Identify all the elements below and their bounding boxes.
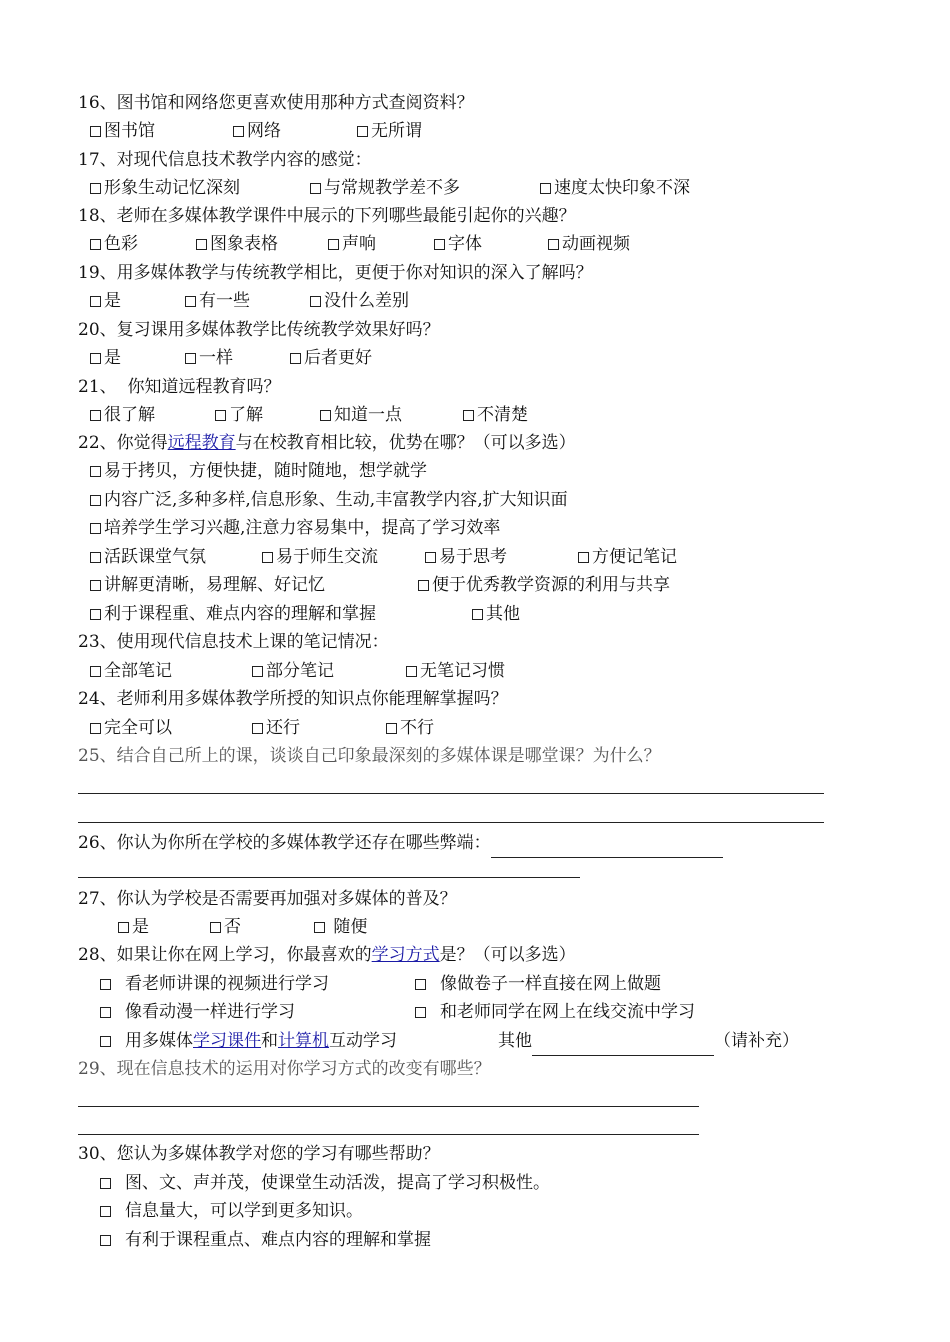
question-29: 29、现在信息技术的运用对你学习方式的改变有哪些？ [78, 1059, 491, 1079]
checkbox-icon[interactable] [100, 1206, 111, 1217]
question-19: 19、用多媒体教学与传统教学相比，更便于你对知识的深入了解吗？ [78, 263, 593, 283]
option-online-exercises[interactable]: 像做卷子一样直接在网上做题 [415, 973, 661, 995]
checkbox-icon[interactable] [310, 183, 321, 194]
checkbox-icon[interactable] [357, 126, 368, 137]
option-no-difference[interactable]: 没什么差别 [310, 290, 409, 312]
option-somewhat[interactable]: 有一些 [185, 290, 250, 312]
checkbox-icon[interactable] [90, 466, 101, 477]
option-no-notes[interactable]: 无笔记习惯 [406, 660, 505, 682]
option-thinking[interactable]: 易于思考 [425, 546, 507, 568]
question-27: 27、你认为学校是否需要再加强对多媒体的普及？ [78, 889, 457, 909]
option-lively-class[interactable]: 活跃课堂气氛 [90, 546, 206, 568]
option-clearer[interactable]: 讲解更清晰，易理解、好记忆 [90, 574, 325, 596]
checkbox-icon[interactable] [578, 552, 589, 563]
checkbox-icon[interactable] [540, 183, 551, 194]
answer-line-29-1[interactable] [78, 1106, 699, 1107]
checkbox-icon[interactable] [328, 239, 339, 250]
link-learning-method[interactable]: 学习方式 [371, 945, 440, 965]
option-same[interactable]: 一样 [185, 347, 233, 369]
checkbox-icon[interactable] [100, 1235, 111, 1246]
option-graphics[interactable]: 图象表格 [196, 233, 278, 255]
checkbox-icon[interactable] [90, 495, 101, 506]
checkbox-icon[interactable] [314, 922, 325, 933]
option-fully[interactable]: 完全可以 [90, 717, 172, 739]
link-courseware[interactable]: 学习课件 [193, 1031, 261, 1051]
option-animation[interactable]: 像看动漫一样进行学习 [100, 1001, 295, 1023]
checkbox-icon[interactable] [434, 239, 445, 250]
answer-line-25-1[interactable] [78, 793, 824, 794]
option-notes[interactable]: 方便记笔记 [578, 546, 677, 568]
checkbox-icon[interactable] [185, 296, 196, 307]
other-blank[interactable] [532, 1033, 714, 1056]
answer-blank-26[interactable] [491, 835, 723, 858]
option-library[interactable]: 图书馆 [90, 120, 155, 142]
option-no[interactable]: 不行 [386, 717, 434, 739]
option-color[interactable]: 色彩 [90, 233, 138, 255]
option-no[interactable]: 否 [210, 916, 241, 938]
checkbox-icon[interactable] [185, 353, 196, 364]
option-animation[interactable]: 动画视频 [548, 233, 630, 255]
option-communication[interactable]: 易于师生交流 [262, 546, 378, 568]
checkbox-icon[interactable] [252, 723, 263, 734]
checkbox-icon[interactable] [90, 580, 101, 591]
option-whatever[interactable]: 随便 [314, 916, 367, 938]
question-30: 30、您认为多媒体教学对您的学习有哪些帮助？ [78, 1144, 440, 1164]
checkbox-icon[interactable] [90, 552, 101, 563]
checkbox-icon[interactable] [90, 410, 101, 421]
checkbox-icon[interactable] [90, 183, 101, 194]
checkbox-icon[interactable] [320, 410, 331, 421]
option-network[interactable]: 网络 [233, 120, 281, 142]
option-yes[interactable]: 是 [118, 916, 149, 938]
checkbox-icon[interactable] [252, 666, 263, 677]
checkbox-icon[interactable] [310, 296, 321, 307]
option-online-discussion[interactable]: 和老师同学在网上在线交流中学习 [415, 1001, 695, 1023]
option-interactive[interactable]: 用多媒体学习课件和计算机互动学习 [100, 1030, 397, 1052]
option-multimedia-lively[interactable]: 图、文、声并茂，使课堂生动活泼，提高了学习积极性。 [100, 1172, 550, 1194]
checkbox-icon[interactable] [415, 979, 426, 990]
option-similar[interactable]: 与常规教学差不多 [310, 177, 460, 199]
checkbox-icon[interactable] [90, 723, 101, 734]
question-28: 28、如果让你在网上学习，你最喜欢的学习方式是？（可以多选） [78, 945, 576, 965]
checkbox-icon[interactable] [210, 922, 221, 933]
option-no-preference[interactable]: 无所谓 [357, 120, 422, 142]
question-20: 20、复习课用多媒体教学比传统教学效果好吗？ [78, 320, 440, 340]
checkbox-icon[interactable] [425, 552, 436, 563]
option-resource-sharing[interactable]: 便于优秀教学资源的利用与共享 [418, 574, 670, 596]
option-very-familiar[interactable]: 很了解 [90, 404, 155, 426]
checkbox-icon[interactable] [463, 410, 474, 421]
question-21: 21、 你知道远程教育吗？ [78, 377, 281, 397]
checkbox-icon[interactable] [118, 922, 129, 933]
question-24: 24、老师利用多媒体教学所授的知识点你能理解掌握吗？ [78, 689, 508, 709]
checkbox-icon[interactable] [90, 296, 101, 307]
checkbox-icon[interactable] [90, 239, 101, 250]
option-yes[interactable]: 是 [90, 347, 121, 369]
checkbox-icon[interactable] [100, 979, 111, 990]
option-okay[interactable]: 还行 [252, 717, 300, 739]
option-too-fast[interactable]: 速度太快印象不深 [540, 177, 690, 199]
checkbox-icon[interactable] [290, 353, 301, 364]
option-familiar[interactable]: 了解 [215, 404, 263, 426]
option-other[interactable]: 其他 [472, 603, 520, 625]
question-16: 16、图书馆和网络您更喜欢使用那种方式查阅资料？ [78, 93, 474, 113]
checkbox-icon[interactable] [418, 580, 429, 591]
option-convenient[interactable]: 易于拷贝，方便快捷，随时随地，想学就学 [90, 460, 427, 482]
option-partial-notes[interactable]: 部分笔记 [252, 660, 334, 682]
option-interest[interactable]: 培养学生学习兴趣,注意力容易集中，提高了学习效率 [90, 517, 500, 539]
checkbox-icon[interactable] [100, 1178, 111, 1189]
question-18: 18、老师在多媒体教学课件中展示的下列哪些最能引起你的兴趣？ [78, 206, 576, 226]
checkbox-icon[interactable] [90, 609, 101, 620]
question-26: 26、你认为你所在学校的多媒体教学还存在哪些弊端： [78, 832, 723, 858]
option-unclear[interactable]: 不清楚 [463, 404, 528, 426]
checkbox-icon[interactable] [90, 666, 101, 677]
other-field: 其他 （请补充） [498, 1030, 799, 1056]
checkbox-icon[interactable] [415, 1007, 426, 1018]
option-yes[interactable]: 是 [90, 290, 121, 312]
question-25: 25、结合自己所上的课，谈谈自己印象最深刻的多媒体课是哪堂课？为什么？ [78, 746, 661, 766]
option-vivid[interactable]: 形象生动记忆深刻 [90, 177, 240, 199]
checkbox-icon[interactable] [90, 353, 101, 364]
option-sound[interactable]: 声响 [328, 233, 376, 255]
checkbox-icon[interactable] [100, 1036, 111, 1047]
checkbox-icon[interactable] [262, 552, 273, 563]
question-22: 22、你觉得远程教育与在校教育相比较，优势在哪？（可以多选） [78, 433, 576, 453]
checkbox-icon[interactable] [100, 1007, 111, 1018]
option-rich-content[interactable]: 内容广泛,多种多样,信息形象、生动,丰富教学内容,扩大知识面 [90, 489, 568, 511]
checkbox-icon[interactable] [215, 410, 226, 421]
option-video[interactable]: 看老师讲课的视频进行学习 [100, 973, 329, 995]
option-full-notes[interactable]: 全部笔记 [90, 660, 172, 682]
option-font[interactable]: 字体 [434, 233, 482, 255]
option-more-info[interactable]: 信息量大，可以学到更多知识。 [100, 1200, 363, 1222]
checkbox-icon[interactable] [386, 723, 397, 734]
checkbox-icon[interactable] [406, 666, 417, 677]
checkbox-icon[interactable] [196, 239, 207, 250]
answer-line-25-2[interactable] [78, 822, 824, 823]
question-23: 23、使用现代信息技术上课的笔记情况： [78, 632, 389, 652]
option-key-points[interactable]: 利于课程重、难点内容的理解和掌握 [90, 603, 376, 625]
option-key-difficult[interactable]: 有利于课程重点、难点内容的理解和掌握 [100, 1229, 431, 1251]
checkbox-icon[interactable] [472, 609, 483, 620]
answer-line-29-2[interactable] [78, 1134, 699, 1135]
answer-line-26-2[interactable] [78, 877, 580, 878]
checkbox-icon[interactable] [90, 523, 101, 534]
link-computer[interactable]: 计算机 [278, 1031, 329, 1051]
checkbox-icon[interactable] [90, 126, 101, 137]
link-distance-education[interactable]: 远程教育 [167, 433, 236, 453]
question-17: 17、对现代信息技术教学内容的感觉： [78, 150, 372, 170]
option-latter-better[interactable]: 后者更好 [290, 347, 372, 369]
checkbox-icon[interactable] [548, 239, 559, 250]
option-a-little[interactable]: 知道一点 [320, 404, 402, 426]
checkbox-icon[interactable] [233, 126, 244, 137]
